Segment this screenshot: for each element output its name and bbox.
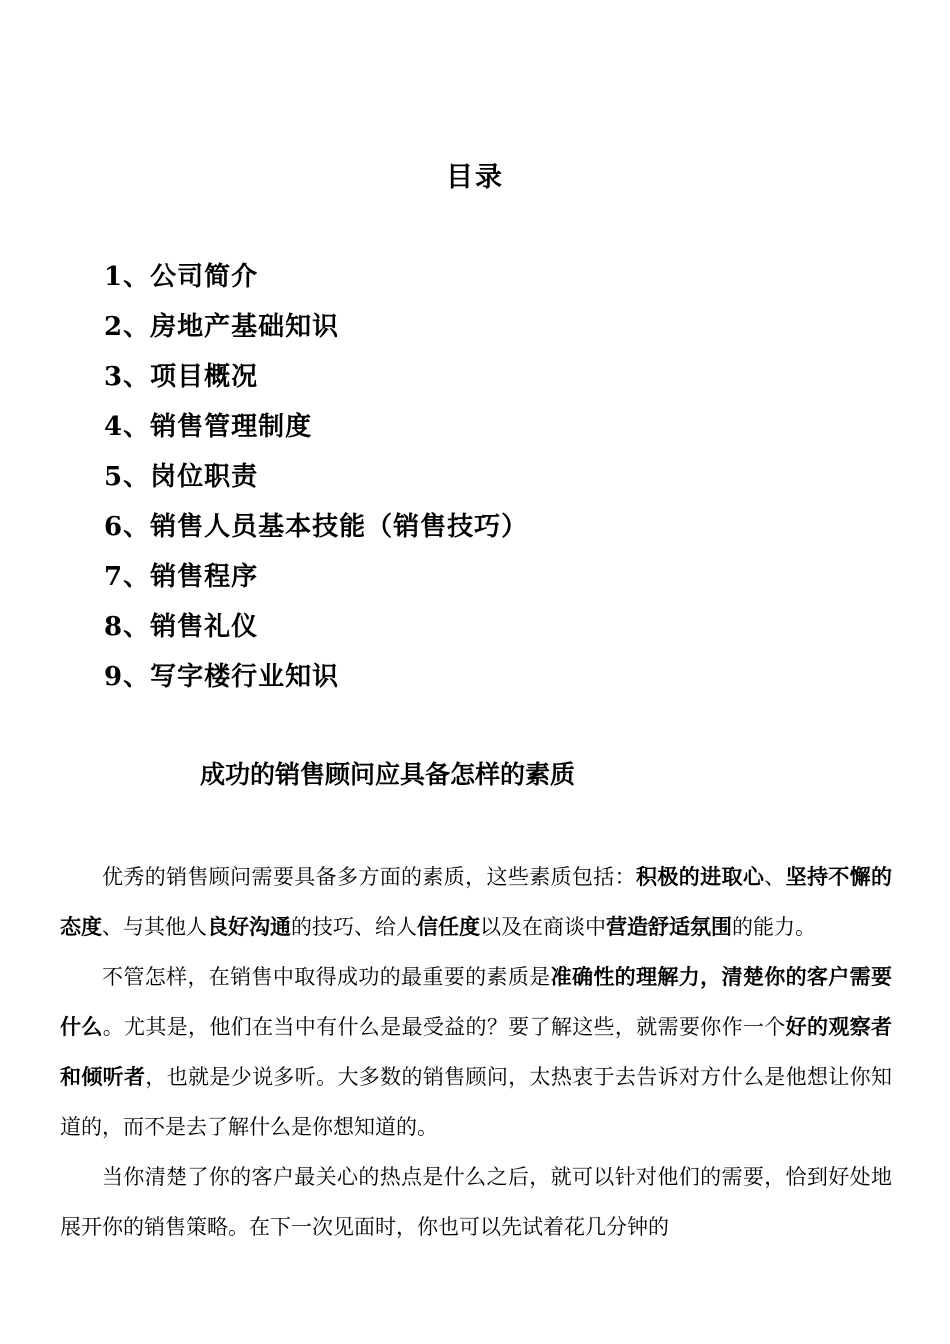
emphasis-text: 良好沟通 xyxy=(207,914,291,939)
body-paragraph xyxy=(60,952,892,1152)
paragraph-text: 优秀的销售顾问需要具备多方面的素质，这些素质包括： xyxy=(102,865,637,889)
emphasis-text: 好的观察者和倾听者 xyxy=(60,1014,893,1089)
toc-item: 7、销售程序 xyxy=(104,562,259,592)
toc-list xyxy=(104,252,528,702)
paragraph-text: 当你清楚了你的客户最关心的热点是什么之后，就可以针对他们的需要，恰到好处地展开你的销售策略。在下一次见面时，你也可以先试着花几分钟的 xyxy=(60,1165,892,1239)
toc-item: 3、项目概况 xyxy=(104,362,259,392)
body-paragraph xyxy=(60,852,892,952)
emphasis-text: 营造舒适氛围 xyxy=(606,914,732,939)
toc-item: 5、岗位职责 xyxy=(104,462,259,492)
emphasis-text: 坚持不懈的态度 xyxy=(60,864,893,939)
toc-item: 8、销售礼仪 xyxy=(104,612,259,642)
paragraph-text: ，也就是少说多听。大多数的销售顾问，太热衷于去告诉对方什么是他想让你知道的，而不是去了解什么是你想知道的。 xyxy=(60,1065,893,1139)
emphasis-text: 积极的进取心 xyxy=(636,864,765,889)
paragraph-text: 以及在商谈中 xyxy=(480,915,606,939)
toc-item: 2、房地产基础知识 xyxy=(104,312,340,342)
paragraph-text: 。尤其是，他们在当中有什么是最受益的？要了解这些，就需要你作一个 xyxy=(102,1015,786,1039)
body-paragraph xyxy=(60,1152,892,1252)
emphasis-text: 信任度 xyxy=(417,914,480,939)
toc-item: 6、销售人员基本技能（销售技巧） xyxy=(104,512,529,542)
paragraph-text: 的能力。 xyxy=(732,915,816,939)
toc-item: 9、写字楼行业知识 xyxy=(104,662,340,692)
toc-title: 目录 xyxy=(446,162,504,193)
toc-item: 4、销售管理制度 xyxy=(104,412,313,442)
section-title: 成功的销售顾问应具备怎样的素质 xyxy=(200,760,576,789)
paragraph-text: 不管怎样，在销售中取得成功的最重要的素质是 xyxy=(102,965,551,989)
paragraph-text: 的技巧、给人 xyxy=(291,915,417,939)
section-body xyxy=(60,852,892,1252)
toc-item: 1、公司简介 xyxy=(104,262,259,292)
paragraph-text: 、 xyxy=(764,865,786,889)
paragraph-text: 、与其他人 xyxy=(102,915,207,939)
emphasis-text: 准确性的理解力，清楚你的客户需要什么 xyxy=(60,964,893,1039)
